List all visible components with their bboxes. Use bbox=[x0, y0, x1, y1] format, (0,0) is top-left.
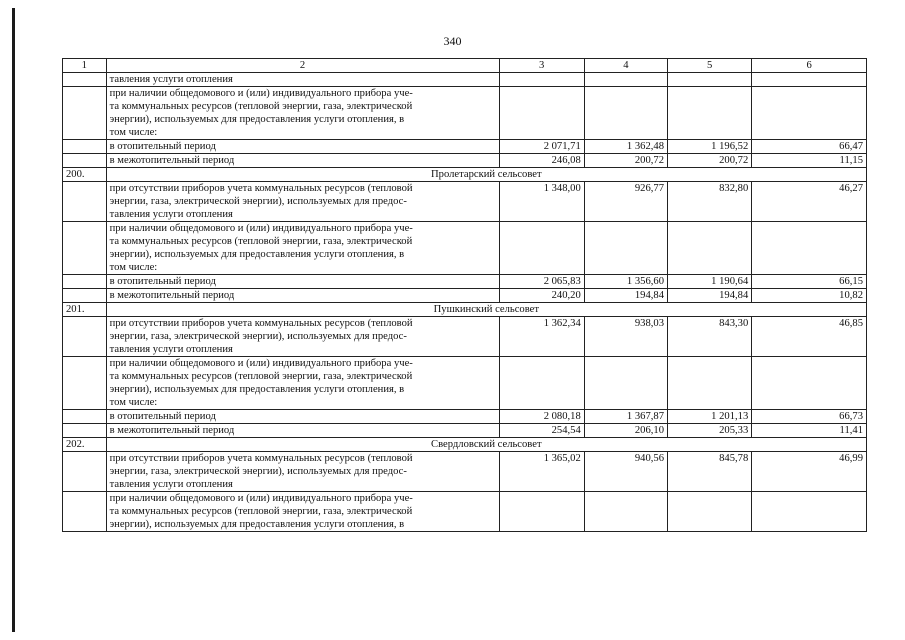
number-cell bbox=[63, 424, 107, 438]
header-cell: 5 bbox=[668, 59, 752, 73]
table-row bbox=[63, 492, 867, 532]
description-cell: при отсутствии приборов учета коммунальных ресурсов (тепловой энергии, газа, электрической энергии), используемых для предос- тавления услуги отопления bbox=[106, 182, 499, 222]
number-cell bbox=[63, 140, 107, 154]
section-row bbox=[63, 303, 867, 317]
value-cell-col3: 1 362,34 bbox=[499, 317, 584, 357]
value-cell-col6 bbox=[752, 87, 867, 140]
section-name: Пролетарский сельсовет bbox=[106, 168, 866, 182]
description-cell: в отопительный период bbox=[106, 140, 499, 154]
value-cell-col5: 205,33 bbox=[668, 424, 752, 438]
table-row bbox=[63, 289, 867, 303]
value-cell-col4: 1 367,87 bbox=[584, 410, 667, 424]
section-name: Свердловский сельсовет bbox=[106, 438, 866, 452]
header-cell: 1 bbox=[63, 59, 107, 73]
value-cell-col4: 206,10 bbox=[584, 424, 667, 438]
page-number: 340 bbox=[443, 34, 462, 48]
table-row bbox=[63, 452, 867, 492]
table-row bbox=[63, 140, 867, 154]
description-cell: при отсутствии приборов учета коммунальных ресурсов (тепловой энергии, газа, электрической энергии), используемых для предос- тавления услуги отопления bbox=[106, 452, 499, 492]
value-cell-col5 bbox=[668, 222, 752, 275]
number-cell bbox=[63, 410, 107, 424]
value-cell-col5: 200,72 bbox=[668, 154, 752, 168]
value-cell-col6 bbox=[752, 73, 867, 87]
number-cell bbox=[63, 87, 107, 140]
value-cell-col5: 194,84 bbox=[668, 289, 752, 303]
section-row bbox=[63, 438, 867, 452]
value-cell-col6: 46,85 bbox=[752, 317, 867, 357]
scan-edge-bar bbox=[12, 8, 15, 632]
value-cell-col6: 11,15 bbox=[752, 154, 867, 168]
table-row bbox=[63, 154, 867, 168]
value-cell-col6: 66,15 bbox=[752, 275, 867, 289]
value-cell-col5: 845,78 bbox=[668, 452, 752, 492]
value-cell-col4 bbox=[584, 73, 667, 87]
value-cell-col4: 194,84 bbox=[584, 289, 667, 303]
value-cell-col5: 832,80 bbox=[668, 182, 752, 222]
number-cell bbox=[63, 317, 107, 357]
description-cell: при наличии общедомового и (или) индивидуального прибора уче- та коммунальных ресурсов (тепловой энергии, газа, электрической энергии), используемых для предоставления услуги отопления, в том числе: bbox=[106, 87, 499, 140]
value-cell-col3 bbox=[499, 492, 584, 532]
value-cell-col3: 1 348,00 bbox=[499, 182, 584, 222]
number-cell bbox=[63, 452, 107, 492]
value-cell-col3: 240,20 bbox=[499, 289, 584, 303]
section-name: Пушкинский сельсовет bbox=[106, 303, 866, 317]
value-cell-col4 bbox=[584, 492, 667, 532]
value-cell-col4: 938,03 bbox=[584, 317, 667, 357]
description-cell: в межотопительный период bbox=[106, 154, 499, 168]
number-cell bbox=[63, 357, 107, 410]
value-cell-col5 bbox=[668, 357, 752, 410]
table-row bbox=[63, 317, 867, 357]
header-cell: 6 bbox=[752, 59, 867, 73]
value-cell-col3: 254,54 bbox=[499, 424, 584, 438]
value-cell-col5 bbox=[668, 73, 752, 87]
header-cell: 3 bbox=[499, 59, 584, 73]
value-cell-col6: 46,27 bbox=[752, 182, 867, 222]
value-cell-col4: 1 356,60 bbox=[584, 275, 667, 289]
description-cell: тавления услуги отопления bbox=[106, 73, 499, 87]
value-cell-col4: 1 362,48 bbox=[584, 140, 667, 154]
description-cell: в отопительный период bbox=[106, 410, 499, 424]
description-cell: при наличии общедомового и (или) индивидуального прибора уче- та коммунальных ресурсов (тепловой энергии, газа, электрической энергии), используемых для предоставления услуги отопления, в bbox=[106, 492, 499, 532]
value-cell-col5: 1 196,52 bbox=[668, 140, 752, 154]
value-cell-col4: 926,77 bbox=[584, 182, 667, 222]
table-row bbox=[63, 222, 867, 275]
value-cell-col4 bbox=[584, 357, 667, 410]
value-cell-col3 bbox=[499, 222, 584, 275]
value-cell-col4: 940,56 bbox=[584, 452, 667, 492]
value-cell-col6: 10,82 bbox=[752, 289, 867, 303]
value-cell-col4: 200,72 bbox=[584, 154, 667, 168]
number-cell bbox=[63, 289, 107, 303]
value-cell-col4 bbox=[584, 222, 667, 275]
table-row bbox=[63, 357, 867, 410]
tariff-table bbox=[62, 58, 867, 532]
section-row bbox=[63, 168, 867, 182]
value-cell-col5 bbox=[668, 87, 752, 140]
value-cell-col6 bbox=[752, 357, 867, 410]
table-row bbox=[63, 424, 867, 438]
value-cell-col6: 46,99 bbox=[752, 452, 867, 492]
value-cell-col5: 843,30 bbox=[668, 317, 752, 357]
value-cell-col3: 2 065,83 bbox=[499, 275, 584, 289]
description-cell: при наличии общедомового и (или) индивидуального прибора уче- та коммунальных ресурсов (тепловой энергии, газа, электрической энергии), используемых для предоставления услуги отопления, в том числе: bbox=[106, 357, 499, 410]
section-number: 202. bbox=[63, 438, 107, 452]
value-cell-col4 bbox=[584, 87, 667, 140]
number-cell bbox=[63, 222, 107, 275]
value-cell-col5: 1 190,64 bbox=[668, 275, 752, 289]
value-cell-col3 bbox=[499, 87, 584, 140]
number-cell bbox=[63, 182, 107, 222]
table-row bbox=[63, 87, 867, 140]
value-cell-col3 bbox=[499, 73, 584, 87]
description-cell: при отсутствии приборов учета коммунальных ресурсов (тепловой энергии, газа, электрической энергии), используемых для предос- тавления услуги отопления bbox=[106, 317, 499, 357]
value-cell-col3 bbox=[499, 357, 584, 410]
table-row bbox=[63, 182, 867, 222]
section-number: 201. bbox=[63, 303, 107, 317]
description-cell: при наличии общедомового и (или) индивидуального прибора уче- та коммунальных ресурсов (тепловой энергии, газа, электрической энергии), используемых для предоставления услуги отопления, в том числе: bbox=[106, 222, 499, 275]
number-cell bbox=[63, 154, 107, 168]
value-cell-col3: 2 080,18 bbox=[499, 410, 584, 424]
value-cell-col5: 1 201,13 bbox=[668, 410, 752, 424]
value-cell-col6: 66,73 bbox=[752, 410, 867, 424]
number-cell bbox=[63, 492, 107, 532]
value-cell-col3: 2 071,71 bbox=[499, 140, 584, 154]
value-cell-col6 bbox=[752, 492, 867, 532]
value-cell-col6: 66,47 bbox=[752, 140, 867, 154]
description-cell: в межотопительный период bbox=[106, 289, 499, 303]
value-cell-col6: 11,41 bbox=[752, 424, 867, 438]
number-cell bbox=[63, 73, 107, 87]
value-cell-col5 bbox=[668, 492, 752, 532]
number-cell bbox=[63, 275, 107, 289]
header-cell: 4 bbox=[584, 59, 667, 73]
header-cell: 2 bbox=[106, 59, 499, 73]
table-row bbox=[63, 410, 867, 424]
value-cell-col3: 1 365,02 bbox=[499, 452, 584, 492]
description-cell: в отопительный период bbox=[106, 275, 499, 289]
table-row bbox=[63, 73, 867, 87]
table-row bbox=[63, 275, 867, 289]
section-number: 200. bbox=[63, 168, 107, 182]
value-cell-col3: 246,08 bbox=[499, 154, 584, 168]
table-header-row bbox=[63, 59, 867, 73]
value-cell-col6 bbox=[752, 222, 867, 275]
description-cell: в межотопительный период bbox=[106, 424, 499, 438]
